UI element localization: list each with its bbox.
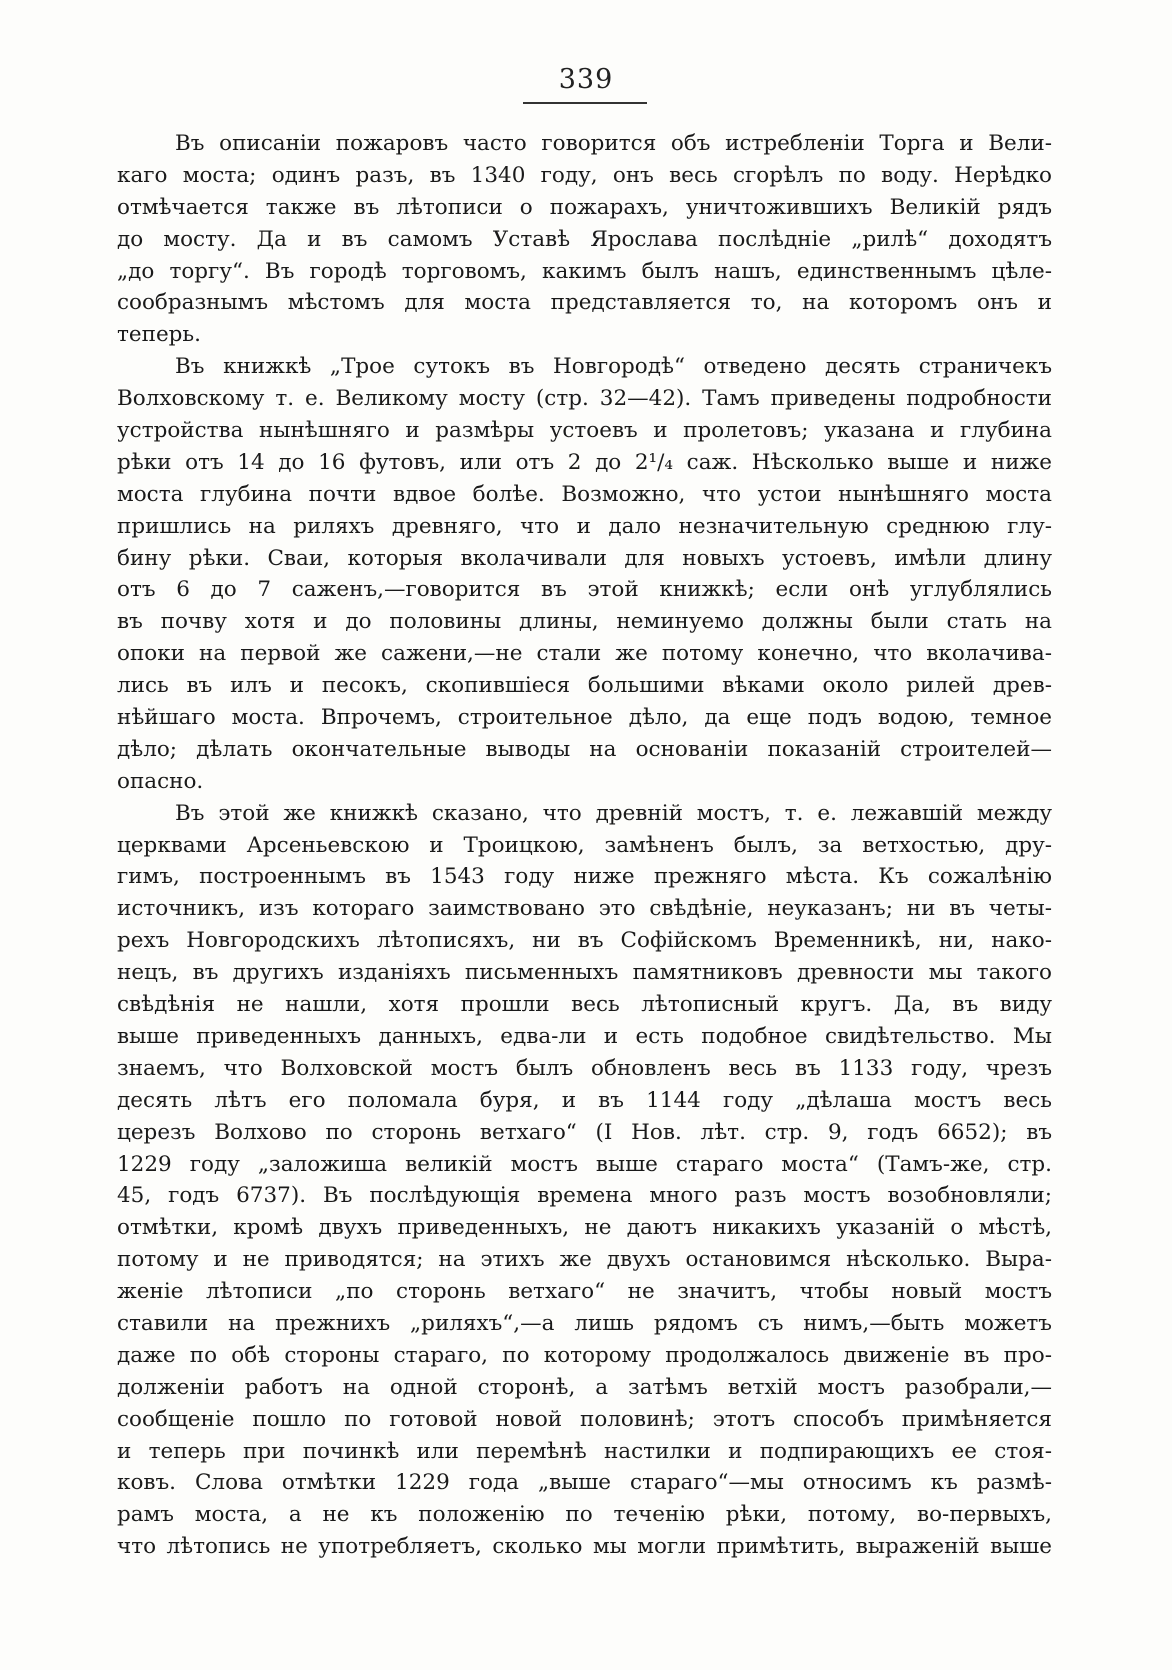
text-line: Въ этой же книжкѣ сказано, что древній мостъ, т. е. лежавшій между — [175, 800, 1052, 826]
text-line: теперь. — [117, 322, 201, 348]
text-line: опасно. — [117, 768, 204, 794]
text-line: рехъ Новгородскихъ лѣтописяхъ, ни въ Софійскомъ Временникѣ, ни, нако- — [117, 928, 1052, 954]
text-line: дѣло; дѣлать окончательные выводы на основаніи показаній строителей— — [117, 736, 1052, 762]
text-line: устройства нынѣшняго и размѣры устоевъ и пролетовъ; указана и глубина — [117, 418, 1052, 444]
text-line: опоки на первой же сажени,—не стали же потому конечно, что вколачива- — [117, 641, 1052, 667]
text-line: источникъ, изъ котораго заимствовано это свѣдѣніе, неуказанъ; ни въ четы- — [117, 896, 1052, 922]
text-line: даже по обѣ стороны стараго, по которому продолжалось движеніе въ про- — [117, 1342, 1052, 1368]
text-line: что лѣтопись не употребляетъ, сколько мы могли примѣтить, выраженій выше — [117, 1534, 1052, 1560]
text-line: бину рѣки. Сваи, которыя вколачивали для новыхъ устоевъ, имѣли длину — [117, 545, 1052, 571]
text-line: ковъ. Слова отмѣтки 1229 года „выше стараго“—мы относимъ къ размѣ- — [117, 1470, 1052, 1496]
text-line: 1229 году „заложиша великій мостъ выше стараго моста“ (Тамъ-же, стр. — [117, 1151, 1052, 1177]
text-line: церквами Арсеньевскою и Троицкою, замѣненъ былъ, за ветхостью, дру- — [117, 832, 1052, 858]
text-line: пришлись на риляхъ древняго, что и дало незначительную среднюю глу- — [117, 513, 1052, 539]
text-line: лись въ илъ и песокъ, скопившіеся большими вѣками около рилей древ- — [117, 673, 1052, 699]
text-line: отмѣтки, кромѣ двухъ приведенныхъ, не даютъ никакихъ указаній о мѣстѣ, — [117, 1215, 1052, 1241]
text-line: гимъ, построеннымъ въ 1543 году ниже прежняго мѣста. Къ сожалѣнію — [117, 864, 1052, 890]
text-line: сообразнымъ мѣстомъ для моста представляется то, на которомъ онъ и — [117, 290, 1052, 316]
text-line: „до торгу“. Въ городѣ торговомъ, какимъ былъ нашъ, единственнымъ цѣле- — [117, 258, 1052, 284]
paragraph — [117, 351, 1052, 797]
text-line: рѣки отъ 14 до 16 футовъ, или отъ 2 до 2¹/₄ саж. Нѣсколько выше и ниже — [117, 449, 1052, 475]
text-line: нѣйшаго моста. Впрочемъ, строительное дѣло, да еще подъ водою, темное — [117, 705, 1052, 731]
text-line: рамъ моста, а не къ положенію по теченію рѣки, потому, во-первыхъ, — [117, 1502, 1052, 1528]
text-line: Въ описаніи пожаровъ часто говорится объ истребленіи Торга и Вели- — [175, 131, 1052, 156]
text-line: 45, годъ 6737). Въ послѣдующія времена много разъ мостъ возобновляли; — [117, 1183, 1052, 1209]
text-line: нецъ, въ другихъ изданіяхъ письменныхъ памятниковъ древности мы такого — [117, 960, 1052, 986]
page-number: 339 — [558, 64, 614, 95]
text-line: потому и не приводятся; на этихъ же двухъ остановимся нѣсколько. Выра- — [117, 1247, 1052, 1273]
text-line: сообщеніе пошло по готовой новой половинѣ; этотъ способъ примѣняется — [117, 1406, 1052, 1432]
text-line: свѣдѣнія не нашли, хотя прошли весь лѣтописный кругъ. Да, въ виду — [117, 992, 1052, 1018]
text-line: каго моста; одинъ разъ, въ 1340 году, онъ весь сгорѣлъ по воду. Нерѣдко — [117, 162, 1052, 188]
text-line: и теперь при починкѣ или перемѣнѣ настилки и подпирающихъ ее стоя- — [117, 1438, 1052, 1464]
text-line: церезъ Волхово по сторонь ветхаго“ (I Нов. лѣт. стр. 9, годъ 6652); въ — [117, 1119, 1052, 1145]
text-line: десять лѣтъ его поломала буря, и въ 1144 году „дѣлаша мостъ весь — [117, 1087, 1052, 1113]
text-line: до мосту. Да и въ самомъ Уставѣ Ярослава послѣдніе „рилѣ“ доходятъ — [117, 226, 1052, 252]
text-line: выше приведенныхъ данныхъ, едва-ли и есть подобное свидѣтельство. Мы — [117, 1023, 1052, 1049]
text-line: отъ 6 до 7 саженъ,—говорится въ этой книжкѣ; если онѣ углублялись — [117, 577, 1052, 603]
text-line: долженіи работъ на одной сторонѣ, а затѣмъ ветхій мостъ разобрали,— — [117, 1374, 1052, 1400]
text-line: Въ книжкѣ „Трое сутокъ въ Новгородѣ“ отведено десять страничекъ — [175, 354, 1052, 380]
text-line: женіе лѣтописи „по сторонь ветхаго“ не значитъ, чтобы новый мостъ — [117, 1279, 1052, 1305]
text-line: отмѣчается также въ лѣтописи о пожарахъ, уничтожившихъ Великій рядъ — [117, 194, 1052, 220]
text-line: ставили на прежнихъ „риляхъ“,—а лишь рядомъ съ нимъ,—быть можетъ — [117, 1310, 1052, 1336]
paragraph — [117, 798, 1052, 1563]
page-number-rule — [523, 102, 647, 104]
text-line: моста глубина почти вдвое болѣе. Возможно, что устои нынѣшняго моста — [117, 481, 1052, 507]
body-text — [117, 128, 1052, 1563]
paragraph — [117, 128, 1052, 351]
text-line: Волховскому т. е. Великому мосту (стр. 32—42). Тамъ приведены подробности — [117, 386, 1052, 412]
text-line: знаемъ, что Волховской мостъ былъ обновленъ весь въ 1133 году, чрезъ — [117, 1055, 1052, 1081]
text-line: въ почву хотя и до половины длины, неминуемо должны были стать на — [117, 609, 1052, 635]
